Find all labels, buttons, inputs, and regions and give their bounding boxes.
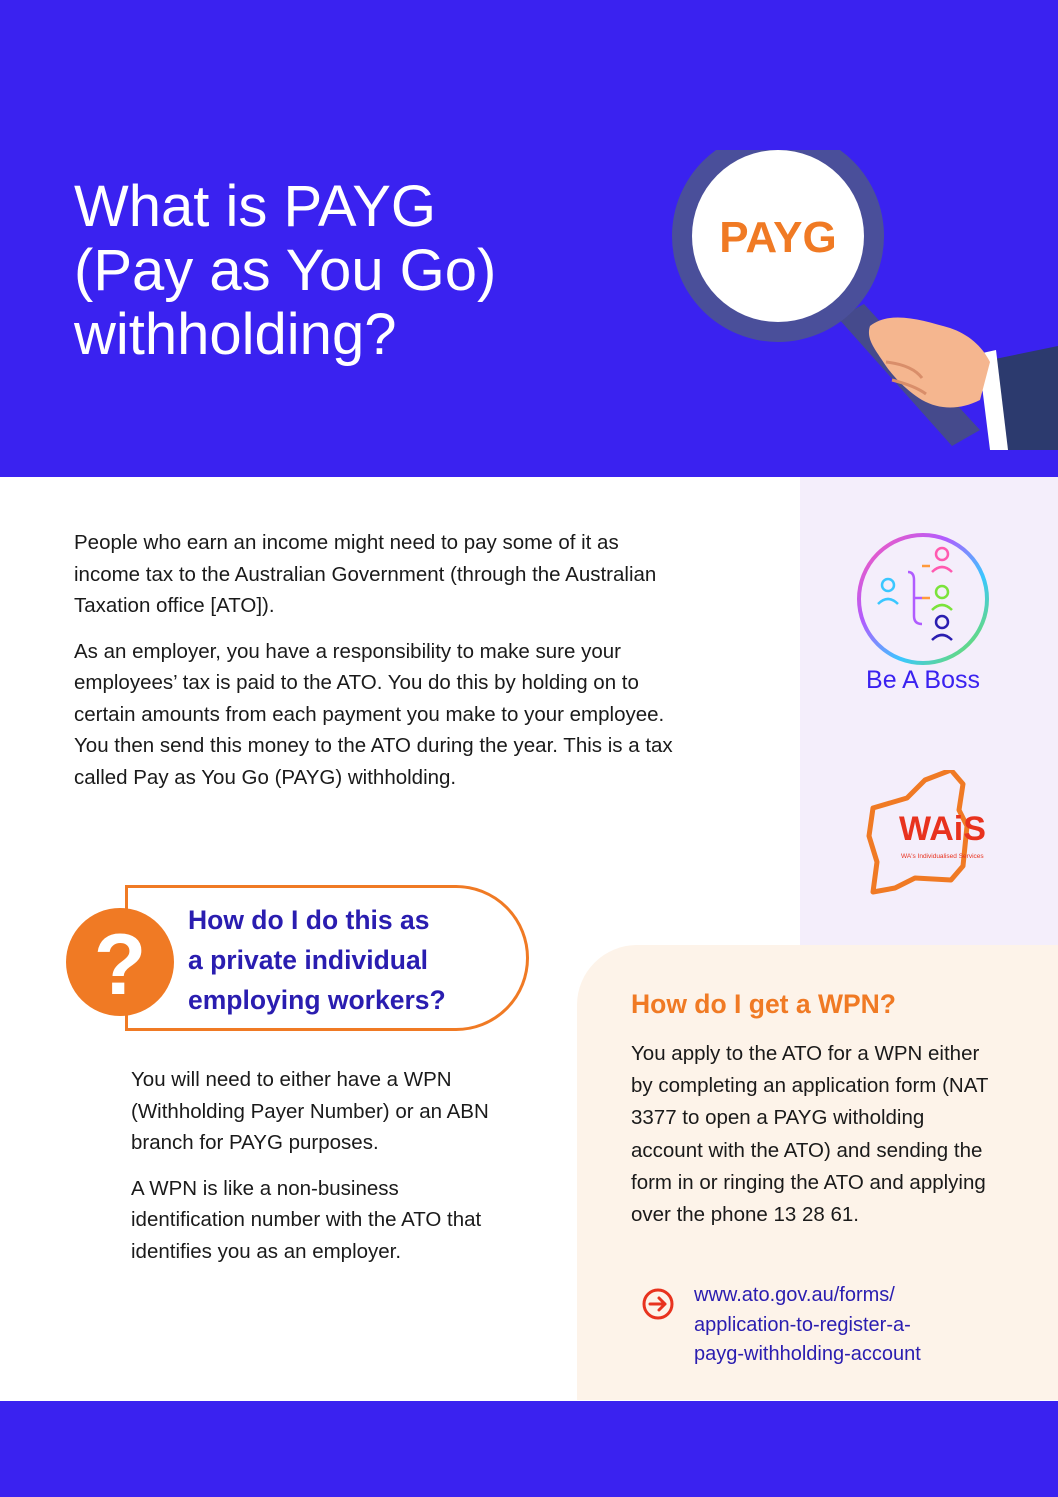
- wais-logo: [855, 770, 1005, 900]
- question-heading: How do I do this as a private individual employing workers?: [188, 905, 446, 1015]
- svg-text:?: ?: [93, 917, 147, 1013]
- page-title: What is PAYG (Pay as You Go) withholding?: [74, 174, 497, 367]
- be-a-boss-logo: [856, 532, 990, 666]
- answer-paragraph-1: You will need to either have a WPN (Withholding Payer Number) or an ABN branch for PAYG purposes.: [131, 1068, 489, 1154]
- footer-band: [0, 1401, 1058, 1497]
- intro-paragraph-1: People who earn an income might need to pay some of it as income tax to the Australian Government (through the Australian Taxation office [ATO]).: [74, 531, 657, 617]
- wpn-heading: How do I get a WPN?: [631, 989, 896, 1019]
- header-banner: [0, 0, 1058, 477]
- arrow-circle-icon: [641, 1287, 675, 1321]
- answer-paragraph-2: A WPN is like a non-business identification number with the ATO that identifies you as an employer.: [131, 1176, 482, 1263]
- intro-paragraph-2: As an employer, you have a responsibility to make sure your employees’ tax is paid to the ATO. You do this by holding on to certain amounts from each payment you make to your employee. You then send this money to the ATO during the year. This is a tax called Pay as You Go (PAYG) withholding.: [74, 639, 673, 789]
- question-mark-icon: [66, 908, 174, 1016]
- wpn-body-text: You apply to the ATO for a WPN either by completing an application form (NAT 3377 to open a PAYG witholding account with the ATO) and sending the form in or ringing the ATO and applying over the phone 13 28 61.: [631, 1042, 989, 1227]
- magnifier-hand-illustration: [660, 150, 1058, 450]
- question-answer-text: [131, 1064, 491, 1281]
- svg-text:WAiS: WAiS: [899, 810, 986, 848]
- intro-text: [74, 527, 686, 807]
- ato-form-link[interactable]: www.ato.gov.au/forms/ application-to-register-a- payg-withholding-account: [694, 1284, 921, 1365]
- be-a-boss-caption: Be A Boss: [866, 666, 980, 694]
- magnifier-label: PAYG: [719, 213, 837, 262]
- svg-text:WA's Individualised Services: WA's Individualised Services: [901, 853, 984, 860]
